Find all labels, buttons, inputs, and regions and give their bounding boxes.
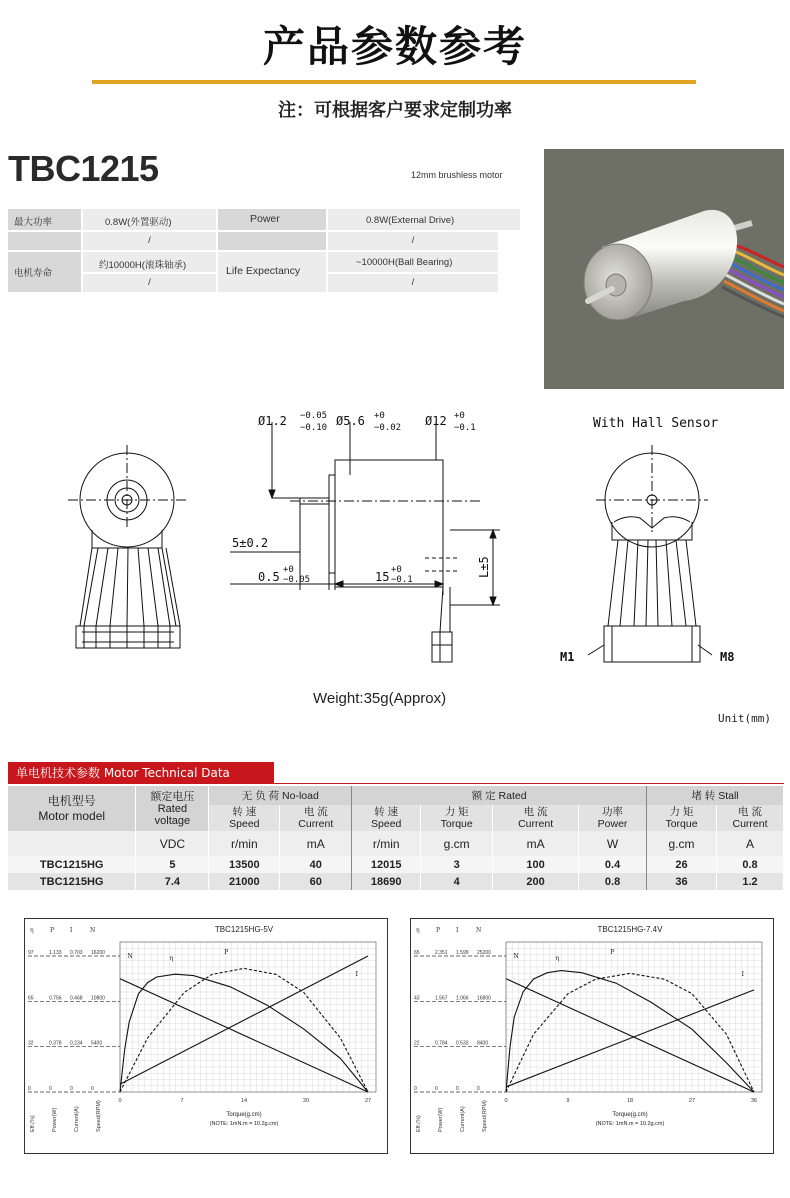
chart-level-value: 0.533 [456, 1040, 469, 1047]
unit-cell: mA [280, 831, 352, 856]
weight-label: Weight:35g(Approx) [313, 690, 447, 707]
title-divider [92, 80, 696, 84]
row-cell: TBC1215HG [8, 856, 136, 873]
chart-top-letter: η [30, 927, 34, 934]
tech-data-table [8, 786, 784, 890]
chart-x-tick: 20 [302, 1098, 310, 1104]
chart-level-value: 32 [28, 1040, 34, 1047]
chart-level-value: 0 [28, 1086, 31, 1092]
chart-level-value: 97 [28, 950, 34, 956]
chart-level-value: 0.378 [49, 1040, 62, 1047]
spec-slash: / [328, 232, 498, 250]
model-subtitle: 12mm brushless motor [411, 170, 503, 180]
row-cell: 200 [493, 873, 579, 890]
chart-level-value: 1.133 [49, 950, 62, 956]
model-name: TBC1215 [8, 148, 159, 189]
chart-curve-letter: P [610, 949, 615, 956]
chart-level-value: 0.784 [435, 1040, 448, 1047]
technical-drawing [0, 400, 790, 730]
chart-x-tick: 36 [750, 1098, 758, 1104]
stall-current-header: 电 流 Current [716, 805, 783, 831]
dim-boss-tol-top: +0 [374, 411, 385, 421]
unit-cell: A [716, 831, 783, 856]
chart-curve-letter: N [513, 953, 519, 960]
row-cell: 5 [136, 856, 209, 873]
unit-label: Unit(mm) [718, 712, 771, 725]
chart-level-value: 0.234 [70, 1040, 83, 1047]
dim-body-diameter: Ø12 [425, 414, 447, 428]
row-cell: 3 [421, 856, 493, 873]
chart-axis-label: Speed(RPM) [96, 1100, 102, 1132]
spec-life-en-label: Life Expectancy [218, 252, 326, 292]
row-cell: TBC1215HG [8, 873, 136, 890]
unit-cell: W [579, 831, 647, 856]
spec-life-cn-value: 约10000H(滚珠轴承) [83, 252, 216, 272]
dim-lead-length: L±5 [477, 556, 491, 578]
chart-level-value: 10800 [91, 995, 105, 1002]
unit-cell: r/min [209, 831, 280, 856]
units-empty-cell [8, 831, 136, 856]
chart-curve-letter: P [224, 949, 229, 956]
chart-top-letter: I [456, 927, 459, 934]
chart-axis-label: Power(W) [438, 1107, 444, 1132]
row-cell: 18690 [352, 873, 421, 890]
spec-power-cn-value: 0.8W(外置驱动) [83, 209, 216, 230]
chart-top-letter: N [476, 927, 482, 934]
row-cell: 40 [280, 856, 352, 873]
row-cell: 12015 [352, 856, 421, 873]
row-cell: 1.2 [716, 873, 783, 890]
chart-axis-label: Eff.(%) [30, 1115, 36, 1132]
dim-body-length-tol-top: +0 [391, 565, 402, 575]
chart-level-value: 1.599 [456, 950, 469, 956]
chart-top-letter: N [90, 927, 96, 934]
chart-top-letter: η [416, 927, 420, 934]
chart-level-value: 0 [414, 1086, 417, 1092]
rated-torque-header: 力 矩 Torque [421, 805, 493, 831]
chart-level-value: 0 [49, 1086, 52, 1092]
dim-shaft-tol-top: −0.05 [300, 411, 328, 421]
spec-power-en-label: Power [218, 209, 326, 230]
row-cell: 0.4 [579, 856, 647, 873]
chart-level-value: 65 [414, 950, 420, 956]
chart-top-letter: P [50, 927, 55, 934]
rated-speed-header: 转 速 Speed [352, 805, 421, 831]
stall-header: 堵 转 Stall [647, 786, 784, 805]
chart-x-label: Torque(g.cm) [226, 1112, 262, 1118]
chart-level-value: 1.066 [456, 995, 469, 1002]
page-title: 产品参数参考 [262, 22, 527, 71]
chart-top-letter: P [436, 927, 441, 934]
unit-cell: r/min [352, 831, 421, 856]
chart-x-tick: 7 [180, 1098, 184, 1104]
dim-body-tol-top: +0 [454, 411, 465, 421]
spec-slash: / [83, 274, 216, 292]
chart-x-tick: 0 [118, 1098, 122, 1104]
table-row [8, 856, 784, 873]
chart-level-value: 0.756 [49, 995, 62, 1002]
chart-level-value: 25200 [477, 950, 491, 956]
chart-level-value: 0 [91, 1086, 94, 1092]
chart-level-value: 65 [28, 995, 34, 1002]
rated-current-header: 电 流 Current [493, 805, 579, 831]
unit-cell: g.cm [647, 831, 717, 856]
spec-slash: / [328, 274, 498, 292]
chart-axis-label: Power(W) [52, 1107, 58, 1132]
row-cell: 7.4 [136, 873, 209, 890]
chart-level-value: 16800 [477, 995, 491, 1002]
chart-curve-letter: η [555, 955, 560, 962]
dim-body-tol-bottom: −0.1 [454, 423, 476, 433]
row-cell: 26 [647, 856, 717, 873]
chart-x-tick: 27 [364, 1098, 372, 1104]
spec-empty-cell [218, 232, 326, 250]
pin-m8-label: M8 [720, 650, 735, 664]
motor-photo-illustration [544, 149, 784, 389]
spec-life-en-value: ~10000H(Ball Bearing) [328, 252, 498, 272]
row-cell: 0.8 [716, 856, 783, 873]
stall-torque-header: 力 矩 Torque [647, 805, 717, 831]
chart-curve-letter: I [355, 971, 358, 978]
chart-x-tick: 14 [240, 1098, 248, 1104]
chart-axis-label: Current(A) [460, 1106, 466, 1132]
noload-header: 无 负 荷 No-load [209, 786, 352, 805]
chart-level-value: 0 [456, 1086, 459, 1092]
chart-note: (NOTE: 1mN.m = 10.2g.cm) [209, 1121, 279, 1127]
customization-note: 注：可根据客户要求定制功率 [278, 100, 512, 121]
chart-level-value: 0.703 [70, 950, 83, 956]
noload-current-header: 电 流 Current [280, 805, 352, 831]
dim-shaft-tol-bottom: −0.10 [300, 423, 328, 433]
chart-x-tick: 0 [504, 1098, 508, 1104]
hall-sensor-label: With Hall Sensor [593, 416, 719, 431]
chart-axis-label: Speed(RPM) [482, 1100, 488, 1132]
spec-slash: / [83, 232, 216, 250]
product-photo [544, 149, 784, 389]
unit-cell: mA [493, 831, 579, 856]
row-cell: 4 [421, 873, 493, 890]
row-cell: 21000 [209, 873, 280, 890]
chart-level-value: 0.468 [70, 995, 83, 1002]
chart-title: TBC1215HG-7.4V [597, 925, 663, 934]
dim-body-length-tol-bottom: −0.1 [391, 575, 413, 585]
rated-power-header: 功率 Power [579, 805, 647, 831]
chart-level-value: 0 [477, 1086, 480, 1092]
performance-chart-5v [24, 918, 388, 1154]
chart-level-value: 0 [70, 1086, 73, 1092]
performance-chart-7v4 [410, 918, 774, 1154]
dim-boss-length-tol-bottom: −0.05 [283, 575, 311, 585]
chart-axis-label: Eff.(%) [416, 1115, 422, 1132]
dim-shaft-diameter: Ø1.2 [258, 414, 287, 428]
spec-life-cn-label: 电机寿命 [8, 252, 81, 292]
chart-level-value: 16200 [91, 950, 105, 956]
chart-curve-letter: η [169, 955, 174, 962]
chart-x-tick: 18 [626, 1098, 634, 1104]
chart-level-value: 5400 [91, 1040, 103, 1047]
spec-power-en-value: 0.8W(External Drive) [328, 209, 520, 230]
chart-x-tick: 27 [688, 1098, 696, 1104]
chart-top-letter: I [70, 927, 73, 934]
row-cell: 0.8 [579, 873, 647, 890]
spec-empty-cell [8, 232, 81, 250]
chart-x-tick: 9 [566, 1098, 570, 1104]
noload-speed-header: 转 速 Speed [209, 805, 280, 831]
unit-cell: g.cm [421, 831, 493, 856]
row-cell: 100 [493, 856, 579, 873]
row-cell: 13500 [209, 856, 280, 873]
table-row [8, 873, 784, 890]
tech-units-row [8, 831, 784, 856]
chart-curve-letter: I [741, 971, 744, 978]
rated-voltage-header: 额定电压 Rated voltage [136, 786, 209, 831]
chart-level-value: 2.351 [435, 950, 448, 956]
spec-power-cn-label: 最大功率 [8, 209, 81, 230]
chart-title: TBC1215HG-5V [214, 925, 274, 934]
chart-level-value: 1.567 [435, 995, 448, 1002]
tech-data-banner: 单电机技术参数 Motor Technical Data [8, 762, 274, 784]
chart-curve-letter: N [127, 953, 133, 960]
dim-boss-diameter: Ø5.6 [336, 414, 365, 428]
dim-body-length: 15 [375, 570, 390, 584]
row-cell: 36 [647, 873, 717, 890]
chart-level-value: 22 [414, 1040, 420, 1047]
chart-level-value: 43 [414, 995, 420, 1002]
chart-level-value: 8400 [477, 1040, 489, 1047]
chart-x-label: Torque(g.cm) [612, 1112, 648, 1118]
tech-banner-rule [8, 783, 784, 784]
dim-boss-length-tol-top: +0 [283, 565, 294, 575]
chart-note: (NOTE: 1mN.m = 10.2g.cm) [595, 1121, 665, 1127]
dim-shaft-length: 5±0.2 [232, 536, 269, 550]
tech-header-row [8, 786, 784, 805]
dim-boss-tol-bottom: −0.02 [374, 423, 402, 433]
pin-m1-label: M1 [560, 650, 575, 664]
chart-level-value: 0 [435, 1086, 438, 1092]
row-cell: 60 [280, 873, 352, 890]
unit-cell: VDC [136, 831, 209, 856]
model-header: 电机型号 Motor model [8, 786, 136, 831]
chart-axis-label: Current(A) [74, 1106, 80, 1132]
dim-boss-length: 0.5 [258, 570, 280, 584]
rated-header: 额 定 Rated [352, 786, 647, 805]
